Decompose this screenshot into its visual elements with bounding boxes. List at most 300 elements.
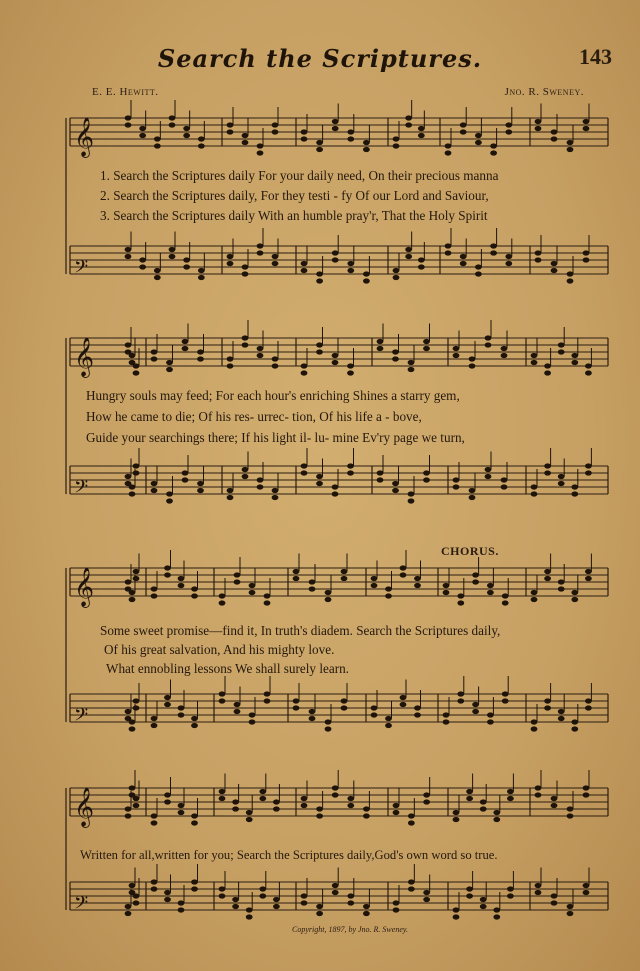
note-head: [197, 349, 204, 354]
note-head: [242, 342, 249, 347]
note-head: [178, 810, 185, 815]
note-head: [405, 247, 412, 252]
note-head: [531, 484, 538, 489]
note-head: [183, 264, 190, 269]
note-head: [583, 119, 590, 124]
note-head: [558, 349, 565, 354]
note-head: [558, 586, 565, 591]
note-head: [363, 278, 370, 283]
note-head: [453, 810, 460, 815]
note-head: [139, 126, 146, 131]
note-head: [460, 261, 467, 266]
note-head: [490, 250, 497, 255]
note-head: [475, 133, 482, 138]
note-head: [264, 691, 271, 696]
note-head: [309, 709, 316, 714]
note-head: [246, 914, 253, 919]
note-head: [551, 261, 558, 266]
note-head: [133, 569, 140, 574]
note-head: [544, 705, 551, 710]
note-head: [466, 886, 473, 891]
note-head: [583, 250, 590, 255]
note-head: [164, 702, 171, 707]
note-head: [363, 140, 370, 145]
note-head: [164, 792, 171, 797]
note-head: [169, 254, 176, 259]
note-head: [453, 817, 460, 822]
note-head: [583, 883, 590, 888]
note-head: [480, 904, 487, 909]
note-head: [531, 719, 538, 724]
note-head: [191, 586, 198, 591]
note-head: [301, 803, 308, 808]
note-head: [198, 143, 205, 148]
note-head: [400, 572, 407, 577]
note-head: [125, 806, 132, 811]
note-head: [347, 268, 354, 273]
note-head: [567, 140, 574, 145]
note-head: [507, 893, 514, 898]
note-head: [466, 796, 473, 801]
note-head: [453, 477, 460, 482]
note-head: [151, 356, 158, 361]
note-head: [571, 719, 578, 724]
note-head: [242, 140, 249, 145]
note-head: [418, 264, 425, 269]
note-head: [418, 257, 425, 262]
note-head: [414, 576, 421, 581]
note-head: [151, 879, 158, 884]
note-head: [154, 275, 161, 280]
verse-2-line-3: Of his great salvation, And his mighty love.: [104, 642, 335, 657]
note-head: [129, 719, 136, 724]
note-head: [182, 477, 189, 482]
note-head: [301, 370, 308, 375]
note-head: [558, 474, 565, 479]
note-head: [363, 911, 370, 916]
note-head: [392, 481, 399, 486]
note-head: [154, 136, 161, 141]
chorus-label: CHORUS.: [441, 544, 499, 558]
note-head: [423, 792, 430, 797]
note-head: [423, 799, 430, 804]
note-head: [393, 136, 400, 141]
note-head: [151, 886, 158, 891]
note-head: [178, 583, 185, 588]
note-head: [125, 247, 132, 252]
clef-symbol: 𝄢: [74, 705, 89, 730]
note-head: [316, 140, 323, 145]
note-head: [273, 904, 280, 909]
note-head: [347, 370, 354, 375]
note-head: [408, 360, 415, 365]
note-head: [257, 484, 264, 489]
note-head: [567, 806, 574, 811]
note-head: [501, 346, 508, 351]
note-head: [487, 719, 494, 724]
note-head: [535, 785, 542, 790]
note-head: [259, 796, 266, 801]
clef-symbol: 𝄢: [74, 893, 89, 918]
note-head: [182, 339, 189, 344]
note-head: [227, 495, 234, 500]
note-head: [567, 278, 574, 283]
note-head: [544, 363, 551, 368]
note-head: [414, 712, 421, 717]
note-head: [129, 597, 136, 602]
note-head: [558, 579, 565, 584]
note-head: [392, 349, 399, 354]
note-head: [408, 879, 415, 884]
note-head: [392, 356, 399, 361]
note-head: [272, 488, 279, 493]
note-head: [443, 712, 450, 717]
note-head: [505, 254, 512, 259]
note-head: [457, 691, 464, 696]
note-head: [273, 799, 280, 804]
note-head: [232, 904, 239, 909]
note-head: [347, 129, 354, 134]
note-head: [272, 495, 279, 500]
note-head: [583, 126, 590, 131]
note-head: [197, 488, 204, 493]
note-head: [309, 579, 316, 584]
note-head: [293, 698, 300, 703]
note-head: [133, 576, 140, 581]
note-head: [272, 254, 279, 259]
note-head: [129, 353, 136, 358]
note-head: [151, 349, 158, 354]
note-head: [507, 789, 514, 794]
note-head: [129, 785, 136, 790]
note-head: [178, 907, 185, 912]
note-head: [400, 565, 407, 570]
verse-1-line-3: Some sweet promise—find it, In truth's diadem. Search the Scriptures daily,: [100, 623, 501, 638]
note-head: [232, 806, 239, 811]
note-head: [377, 477, 384, 482]
note-head: [371, 705, 378, 710]
note-head: [551, 893, 558, 898]
note-head: [264, 600, 271, 605]
note-head: [178, 712, 185, 717]
note-head: [257, 477, 264, 482]
note-head: [227, 129, 234, 134]
note-head: [301, 363, 308, 368]
note-head: [347, 136, 354, 141]
note-head: [531, 491, 538, 496]
note-head: [332, 792, 339, 797]
note-head: [405, 115, 412, 120]
note-head: [457, 698, 464, 703]
note-head: [377, 339, 384, 344]
note-head: [347, 470, 354, 475]
note-head: [154, 143, 161, 148]
note-head: [475, 271, 482, 276]
note-head: [166, 491, 173, 496]
note-head: [460, 129, 467, 134]
note-head: [414, 705, 421, 710]
note-head: [558, 481, 565, 486]
note-head: [377, 346, 384, 351]
note-head: [133, 803, 140, 808]
note-head: [227, 488, 234, 493]
note-head: [469, 356, 476, 361]
note-head: [490, 143, 497, 148]
note-head: [475, 264, 482, 269]
note-head: [347, 363, 354, 368]
note-head: [309, 586, 316, 591]
note-head: [301, 470, 308, 475]
note-head: [445, 150, 452, 155]
clef-symbol: 𝄢: [74, 257, 89, 282]
note-head: [487, 583, 494, 588]
note-head: [325, 597, 332, 602]
note-head: [363, 147, 370, 152]
note-head: [393, 268, 400, 273]
note-head: [242, 335, 249, 340]
note-head: [301, 893, 308, 898]
note-head: [133, 893, 140, 898]
note-head: [423, 477, 430, 482]
note-head: [567, 904, 574, 909]
note-head: [129, 484, 136, 489]
note-head: [457, 593, 464, 598]
note-head: [567, 911, 574, 916]
note-head: [169, 247, 176, 252]
note-head: [535, 890, 542, 895]
note-head: [234, 709, 241, 714]
note-head: [490, 243, 497, 248]
note-head: [393, 143, 400, 148]
note-head: [166, 498, 173, 503]
note-head: [408, 498, 415, 503]
note-head: [544, 698, 551, 703]
note-head: [453, 914, 460, 919]
note-head: [445, 243, 452, 248]
note-head: [125, 115, 132, 120]
note-head: [133, 698, 140, 703]
note-head: [178, 900, 185, 905]
note-head: [472, 709, 479, 714]
note-head: [505, 129, 512, 134]
note-head: [469, 495, 476, 500]
note-head: [183, 257, 190, 262]
note-head: [583, 257, 590, 262]
note-head: [182, 470, 189, 475]
note-head: [227, 122, 234, 127]
note-head: [242, 271, 249, 276]
note-head: [191, 593, 198, 598]
note-head: [363, 813, 370, 818]
note-head: [301, 268, 308, 273]
note-head: [257, 250, 264, 255]
note-head: [232, 799, 239, 804]
note-head: [272, 363, 279, 368]
note-head: [418, 126, 425, 131]
note-head: [347, 261, 354, 266]
clef-symbol: 𝄞: [74, 117, 95, 157]
note-head: [183, 126, 190, 131]
note-head: [125, 122, 132, 127]
note-head: [493, 810, 500, 815]
note-head: [133, 796, 140, 801]
note-head: [531, 597, 538, 602]
note-head: [125, 813, 132, 818]
note-head: [129, 883, 136, 888]
note-head: [325, 590, 332, 595]
note-head: [480, 806, 487, 811]
note-head: [133, 705, 140, 710]
note-head: [133, 463, 140, 468]
note-head: [332, 484, 339, 489]
note-head: [585, 698, 592, 703]
composer-credit: Jno. R. Sweney.: [504, 86, 584, 98]
note-head: [363, 806, 370, 811]
note-head: [197, 481, 204, 486]
note-head: [585, 569, 592, 574]
note-head: [551, 136, 558, 141]
note-head: [232, 897, 239, 902]
note-head: [301, 900, 308, 905]
note-head: [466, 789, 473, 794]
note-head: [571, 726, 578, 731]
note-head: [166, 360, 173, 365]
note-head: [259, 893, 266, 898]
note-head: [487, 712, 494, 717]
note-head: [385, 593, 392, 598]
note-head: [571, 353, 578, 358]
note-head: [219, 893, 226, 898]
note-head: [183, 133, 190, 138]
note-head: [191, 879, 198, 884]
note-head: [502, 593, 509, 598]
note-head: [191, 813, 198, 818]
note-head: [371, 576, 378, 581]
note-head: [558, 716, 565, 721]
note-head: [125, 709, 132, 714]
note-head: [332, 890, 339, 895]
clef-symbol: 𝄞: [74, 567, 95, 607]
note-head: [178, 576, 185, 581]
note-head: [234, 572, 241, 577]
note-head: [475, 140, 482, 145]
note-head: [125, 911, 132, 916]
refrain-line: Written for all,written for you; Search the Scriptures daily,God's own word so true.: [80, 848, 498, 862]
note-head: [316, 481, 323, 486]
note-head: [166, 367, 173, 372]
note-head: [272, 261, 279, 266]
note-head: [316, 342, 323, 347]
note-head: [487, 590, 494, 595]
note-head: [264, 593, 271, 598]
note-head: [393, 803, 400, 808]
note-head: [242, 133, 249, 138]
note-head: [219, 789, 226, 794]
note-head: [332, 119, 339, 124]
note-head: [227, 254, 234, 259]
note-head: [472, 579, 479, 584]
note-head: [405, 254, 412, 259]
note-head: [558, 342, 565, 347]
note-head: [316, 813, 323, 818]
verse-1-line-2: Hungry souls may feed; For each hour's enriching Shines a starry gem,: [86, 388, 460, 403]
note-head: [490, 150, 497, 155]
note-head: [571, 597, 578, 602]
note-head: [227, 261, 234, 266]
note-head: [257, 143, 264, 148]
note-head: [585, 370, 592, 375]
note-head: [133, 363, 140, 368]
verse-3-line-1: 3. Search the Scriptures daily With an humble pray'r, That the Holy Spirit: [100, 208, 488, 223]
note-head: [341, 569, 348, 574]
note-head: [453, 353, 460, 358]
note-head: [472, 702, 479, 707]
note-head: [133, 370, 140, 375]
note-head: [257, 150, 264, 155]
note-head: [502, 600, 509, 605]
note-head: [316, 278, 323, 283]
note-head: [501, 353, 508, 358]
note-head: [139, 257, 146, 262]
note-head: [445, 250, 452, 255]
note-head: [151, 481, 158, 486]
note-head: [583, 792, 590, 797]
note-head: [257, 346, 264, 351]
note-head: [151, 813, 158, 818]
note-head: [583, 785, 590, 790]
note-head: [347, 803, 354, 808]
note-head: [400, 702, 407, 707]
note-head: [408, 813, 415, 818]
note-head: [325, 719, 332, 724]
note-head: [457, 600, 464, 605]
note-head: [125, 904, 132, 909]
note-head: [418, 133, 425, 138]
note-head: [219, 691, 226, 696]
note-head: [293, 569, 300, 574]
note-head: [485, 335, 492, 340]
note-head: [273, 806, 280, 811]
verse-3-line-2: Guide your searchings there; If his light il- lu- mine Ev'ry page we turn,: [86, 430, 465, 445]
note-head: [309, 716, 316, 721]
note-head: [293, 576, 300, 581]
note-head: [531, 353, 538, 358]
note-head: [485, 342, 492, 347]
note-head: [583, 890, 590, 895]
note-head: [197, 356, 204, 361]
note-head: [363, 904, 370, 909]
note-head: [460, 254, 467, 259]
note-head: [571, 360, 578, 365]
note-head: [242, 467, 249, 472]
note-head: [507, 886, 514, 891]
note-head: [191, 723, 198, 728]
note-head: [129, 590, 136, 595]
note-head: [531, 726, 538, 731]
note-head: [405, 122, 412, 127]
note-head: [423, 339, 430, 344]
note-head: [301, 796, 308, 801]
note-head: [164, 565, 171, 570]
note-head: [371, 712, 378, 717]
note-head: [535, 119, 542, 124]
note-head: [191, 820, 198, 825]
note-head: [129, 491, 136, 496]
note-head: [423, 897, 430, 902]
note-head: [151, 716, 158, 721]
note-head: [125, 579, 132, 584]
note-head: [259, 789, 266, 794]
